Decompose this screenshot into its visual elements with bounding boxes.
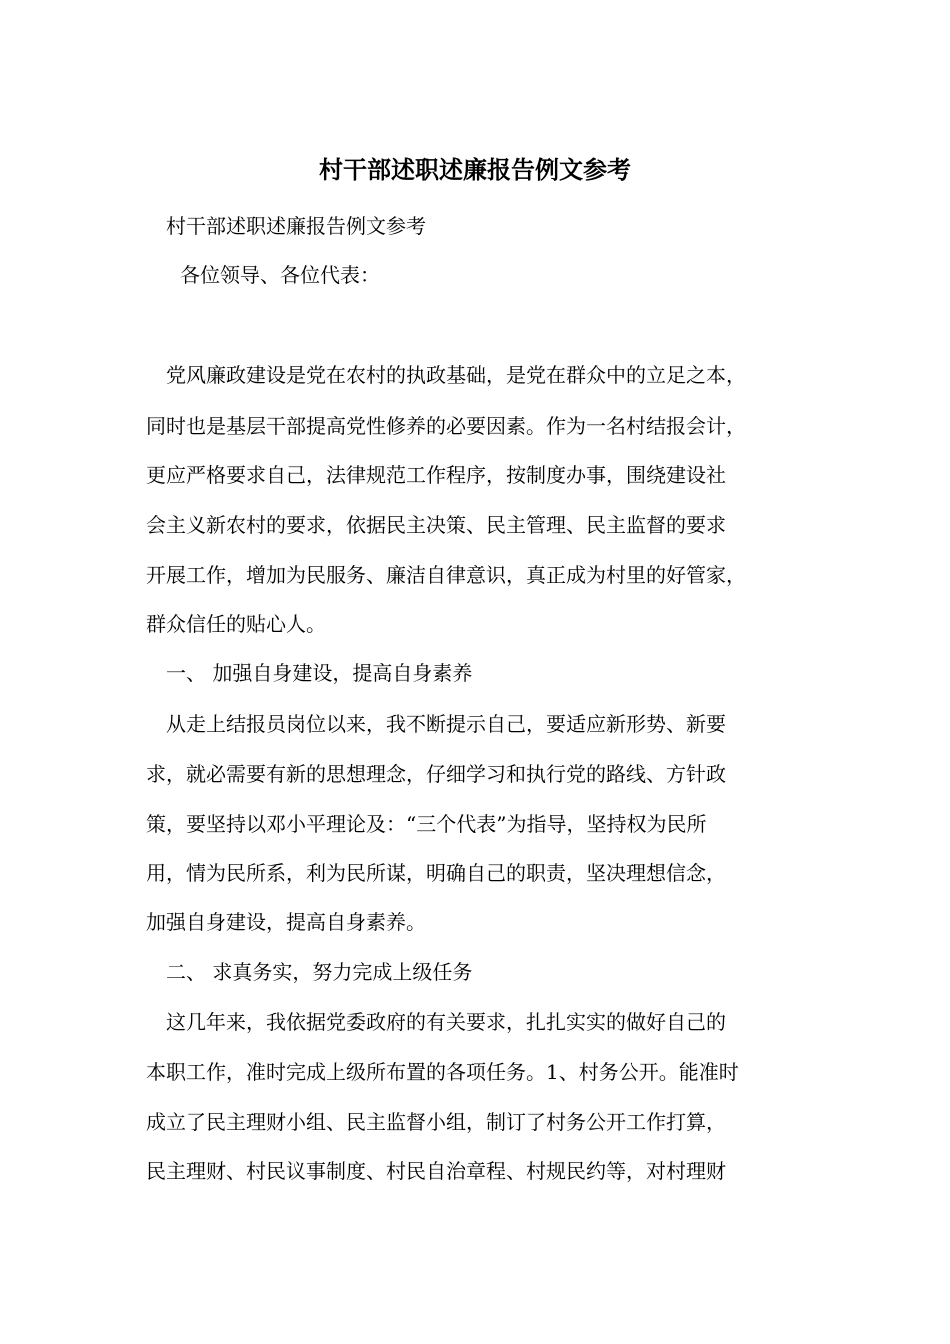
text-line: 民主理财、村民议事制度、村民自治章程、村规民约等，对村理财 [146,1159,726,1183]
subtitle-line: 村干部述职述廉报告例文参考 [166,214,426,238]
text-line: 开展工作，增加为民服务、廉洁自律意识，真正成为村里的好管家， [146,563,746,587]
text-line: 党风廉政建设是党在农村的执政基础，是党在群众中的立足之本， [166,363,746,387]
text-line: 本职工作，准时完成上级所布置的各项任务。1、村务公开。能准时 [146,1060,739,1084]
text-line: 同时也是基层干部提高党性修养的必要因素。作为一名村结报会计， [146,414,746,438]
document-title: 村干部述职述廉报告例文参考 [319,155,631,184]
text-line: 策，要坚持以邓小平理论及：“三个代表”为指导，坚持权为民所 [146,812,707,836]
text-line: 群众信任的贴心人。 [146,612,326,636]
text-line: 成立了民主理财小组、民主监督小组，制订了村务公开工作打算， [146,1110,726,1134]
section-heading-2: 二、 求真务实，努力完成上级任务 [166,960,473,984]
section-heading-1: 一、 加强自身建设，提高自身素养 [166,661,473,685]
text-line: 用，情为民所系，利为民所谋，明确自己的职责，坚决理想信念， [146,861,726,885]
text-line: 这几年来，我依据党委政府的有关要求，扎扎实实的做好自己的 [166,1010,726,1034]
text-line: 更应严格要求自己，法律规范工作程序，按制度办事，围绕建设社 [146,463,726,487]
text-line: 加强自身建设，提高自身素养。 [146,910,426,934]
salutation-line: 各位领导、各位代表： [180,263,380,287]
text-line: 求，就必需要有新的思想理念，仔细学习和执行党的路线、方针政 [146,762,726,786]
text-line: 会主义新农村的要求，依据民主决策、民主管理、民主监督的要求 [146,513,726,537]
text-line: 从走上结报员岗位以来，我不断提示自己，要适应新形势、新要 [166,712,726,736]
